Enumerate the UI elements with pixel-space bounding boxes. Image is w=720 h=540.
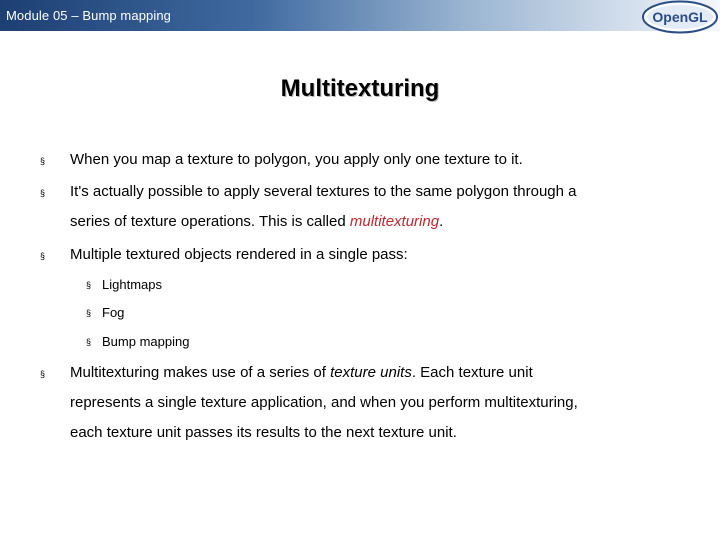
bullet-4-line-1 (70, 364, 533, 382)
header-title: Module 05 – Bump mapping (6, 8, 172, 23)
slide-title: Multitexturing (280, 75, 440, 102)
sub-bullet-marker: § (86, 337, 92, 347)
bullet-marker: § (40, 188, 46, 198)
bullet-2-line-1: It's actually possible to apply several textures to the same polygon through a (70, 183, 577, 200)
bullet-marker: § (40, 369, 46, 379)
bullet-4-text-pre: Multitexturing makes use of a series of (70, 364, 331, 381)
emphasis-texture-units: texture units (330, 364, 412, 381)
bullet-4-text-post: . Each texture unit (411, 364, 533, 381)
bullet-4-line-3: each texture unit passes its results to the next texture unit. (70, 424, 457, 441)
sub-bullet-marker: § (86, 280, 92, 290)
bullet-2-text-post: . (439, 213, 444, 230)
bullet-2-line-2 (70, 213, 443, 231)
sub-item-lightmaps: Lightmaps (102, 277, 162, 292)
bullet-4-line-2: represents a single texture application, and when you perform multitexturing, (70, 394, 578, 411)
bullet-1-text: When you map a texture to polygon, you apply only one texture to it. (70, 151, 523, 168)
bullet-marker: § (40, 156, 46, 166)
bullet-3-text: Multiple textured objects rendered in a single pass: (70, 246, 408, 263)
sub-item-fog: Fog (102, 305, 125, 320)
logo-text: OpenGL (652, 9, 708, 25)
bullet-2-text-pre: series of texture operations. This is called (70, 213, 350, 230)
highlight-multitexturing: multitexturing (349, 213, 440, 230)
bullet-marker: § (40, 251, 46, 261)
sub-item-bump-mapping: Bump mapping (102, 334, 190, 349)
sub-bullet-marker: § (86, 308, 92, 318)
